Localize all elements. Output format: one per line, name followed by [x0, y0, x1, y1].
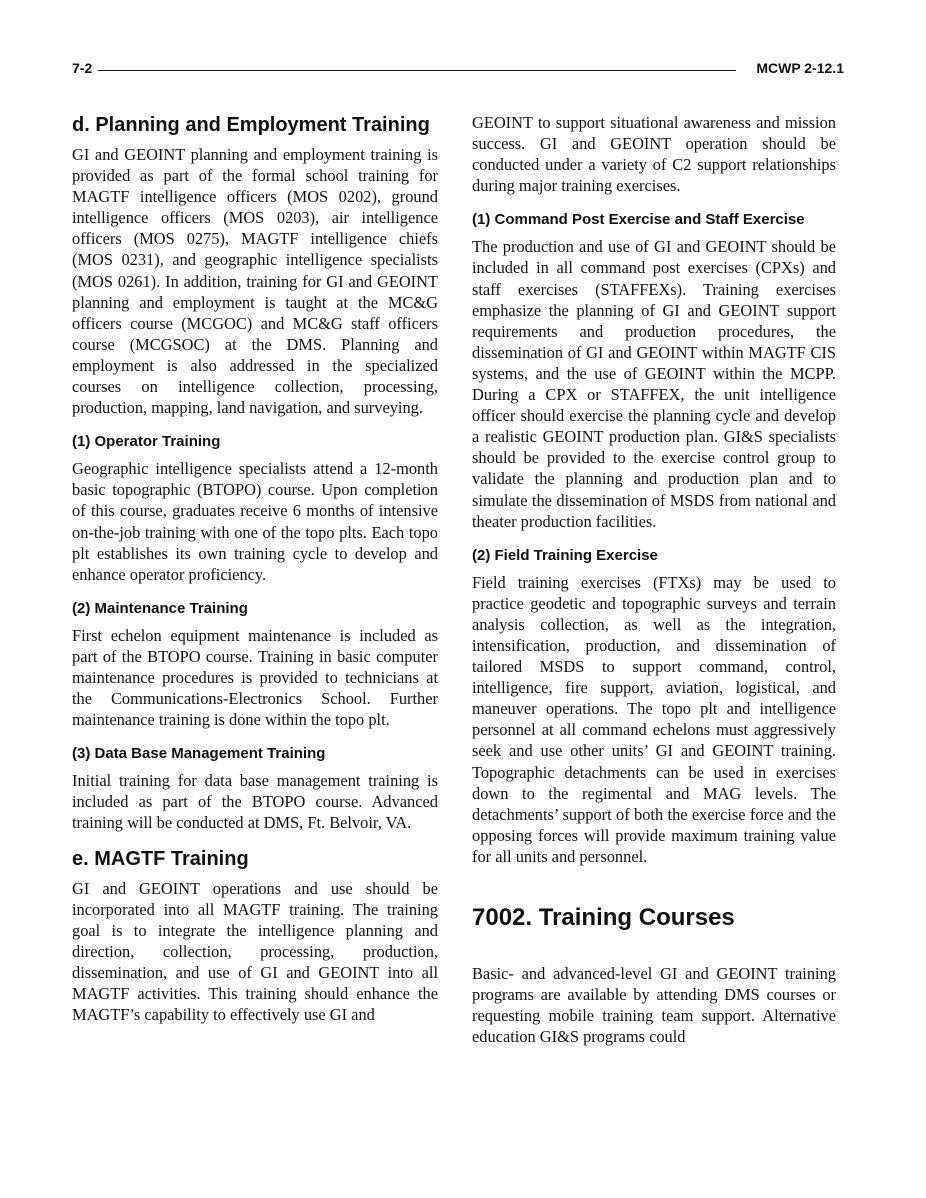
section-7002-paragraph: Basic- and advanced-level GI and GEOINT training programs are available by attending DMS courses or requesting mobile training team support. Alternative education GI&S programs could [472, 964, 836, 1047]
operator-training-heading: (1) Operator Training [72, 433, 221, 451]
field-training-paragraph: Field training exercises (FTXs) may be used to practice geodetic and topographic surveys and terrain analysis collection, as well as the integration, intensification, production, and dissemination of tailored MSDS to support command, control, intelligence, fire support, aviation, logistical, and maneuver operations. The topo plt and intelligence personnel at all command echelons must aggressively seek and use other units’ GI and GEOINT training. Topographic detachments can be used in exercises down to the regimental and MAG levels. The detachments’ support of both the exercise force and the opposing forces will provide maximum training value for all units and personnel. [472, 572, 836, 866]
section-7002-heading: 7002. Training Courses [472, 904, 735, 931]
page-number: 7-2 [72, 60, 93, 76]
database-training-heading: (3) Data Base Management Training [72, 745, 326, 763]
database-training-paragraph: Initial training for data base management training is included as part of the BTOPO course. Advanced training will be conducted at DMS, Ft. Belvoir, VA. [72, 771, 438, 833]
continuation-paragraph: GEOINT to support situational awareness and mission success. GI and GEOINT operation should be conducted under a variety of C2 support relationships during major training exercises. [472, 113, 836, 196]
header-rule [98, 70, 736, 71]
section-e-paragraph: GI and GEOINT operations and use should be incorporated into all MAGTF training. The training goal is to integrate the intelligence planning and direction, collection, processing, production, dissemination, and use of GI and GEOINT into all MAGTF activities. This training should enhance the MAGTF’s capability to effectively use GI and [72, 878, 438, 1025]
publication-id: MCWP 2-12.1 [756, 60, 844, 76]
page-header [72, 60, 844, 80]
left-column [72, 112, 438, 1025]
section-d-heading: d. Planning and Employment Training [72, 114, 430, 136]
maintenance-training-heading: (2) Maintenance Training [72, 599, 248, 617]
field-training-heading: (2) Field Training Exercise [472, 546, 658, 564]
command-post-paragraph: The production and use of GI and GEOINT should be included in all command post exercises (CPXs) and staff exercises (STAFFEXs). Training exercises emphasize the planning of GI and GEOINT support requirements and production procedures, the dissemination of GI and GEOINT within MAGTF CIS systems, and the use of GEOINT within the MCPP. During a CPX or STAFFEX, the unit intelligence officer should exercise the planning cycle and develop a realistic GEOINT production plan. GI&S specialists should be provided to the exercise control group to validate the planning and production plan and to simulate the dissemination of MSDS from national and theater production facilities. [472, 237, 836, 531]
operator-training-paragraph: Geographic intelligence specialists attend a 12-month basic topographic (BTOPO) course. Upon completion of this course, graduates receive 6 months of intensive on-the-job training with one of the topo plts. Each topo plt establishes its own training cycle to develop and enhance operator proficiency. [72, 459, 438, 584]
section-e-heading: e. MAGTF Training [72, 847, 249, 870]
maintenance-training-paragraph: First echelon equipment maintenance is included as part of the BTOPO course. Training in basic computer maintenance procedures is provided to technicians at the Communications-Electronics School. Further maintenance training is done within the topo plt. [72, 625, 438, 730]
section-d-paragraph: GI and GEOINT planning and employment training is provided as part of the formal school training for MAGTF intelligence officers (MOS 0202), ground intelligence officers (MOS 0203), air intelligence officers (MOS 0275), MAGTF intelligence chiefs (MOS 0231), and geographic intelligence specialists (MOS 0261). In addition, training for GI and GEOINT planning and employment is taught at the MC&G officers course (MCGOC) and MC&G staff officers course (MCGSOC) at the DMS. Planning and employment is also addressed in the specialized courses on intelligence collection, processing, production, mapping, land navigation, and surveying. [72, 145, 438, 418]
right-column [472, 112, 836, 1047]
command-post-heading: (1) Command Post Exercise and Staff Exercise [472, 211, 805, 229]
